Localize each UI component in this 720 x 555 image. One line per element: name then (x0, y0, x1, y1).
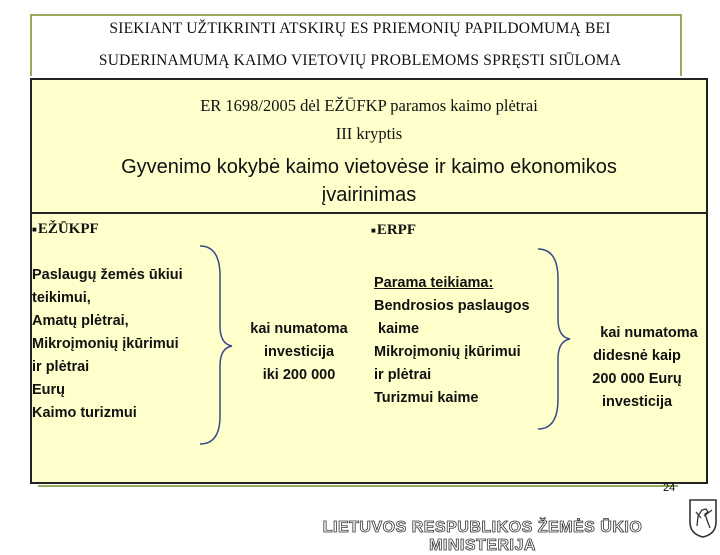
right-measures-list (374, 272, 530, 410)
left-column-heading (32, 221, 99, 238)
list-item: Bendrosios paslaugos (374, 298, 530, 314)
list-item: Mikroįmonių įkūrimui (32, 336, 179, 352)
topic-divider (32, 212, 706, 214)
ministry-name: LIETUVOS RESPUBLIKOS ŽEMĖS ŪKIO MINISTERIJA (322, 519, 643, 554)
left-measures-list (32, 264, 183, 425)
bullet-icon: ■ (32, 225, 37, 235)
topic-header (32, 80, 706, 212)
right-condition-text (562, 322, 712, 414)
list-item: teikimui, (32, 290, 91, 306)
condition-line: 200 000 Eurų (592, 371, 682, 387)
list-item: Turizmui kaime (374, 390, 479, 406)
left-heading-text: EŽŪKPF (37, 221, 99, 237)
condition-line: kai numatoma (250, 321, 348, 337)
list-item: Paslaugų žemės ūkiui (32, 267, 183, 283)
condition-line: investicija (263, 344, 335, 360)
topic-line-2: įvairinimas (321, 184, 417, 206)
bottom-divider (38, 485, 678, 487)
page-number: 24 (663, 482, 676, 494)
list-item: ir plėtrai (32, 359, 90, 375)
list-item: ir plėtrai (374, 367, 432, 383)
title-line-2: SUDERINAMUMĄ KAIMO VIETOVIŲ PROBLEMOMS SPRĘSTI SIŪLOMA (98, 52, 622, 69)
left-condition-text (234, 318, 364, 387)
right-intro: Parama teikiama: (374, 275, 494, 291)
bullet-icon: ■ (371, 226, 376, 236)
list-item: Eurų (32, 382, 66, 398)
list-item: kaime (378, 321, 420, 337)
condition-line: kai numatoma (600, 325, 698, 341)
right-column-heading (371, 222, 416, 239)
right-heading-text: ERPF (376, 222, 417, 238)
title-line-1: SIEKIANT UŽTIKRINTI ATSKIRŲ ES PRIEMONIŲ PAPILDOMUMĄ BEI (109, 20, 611, 37)
coat-of-arms-icon (688, 498, 718, 538)
list-item: Mikroįmonių įkūrimui (374, 344, 521, 360)
footer (280, 516, 685, 554)
left-brace-icon (190, 240, 240, 450)
topic-line-1: Gyvenimo kokybė kaimo vietovėse ir kaimo ekonomikos (121, 156, 617, 178)
condition-line: didesnė kaip (593, 348, 681, 364)
list-item: Amatų plėtrai, (32, 313, 129, 329)
list-item: Kaimo turizmui (32, 405, 137, 421)
main-content-box (30, 78, 708, 484)
condition-line: iki 200 000 (262, 367, 336, 383)
regulation-line-1: ER 1698/2005 dėl EŽŪFKP paramos kaimo plėtrai (200, 96, 538, 115)
condition-line: investicija (601, 394, 673, 410)
regulation-line-2: III kryptis (335, 124, 403, 143)
